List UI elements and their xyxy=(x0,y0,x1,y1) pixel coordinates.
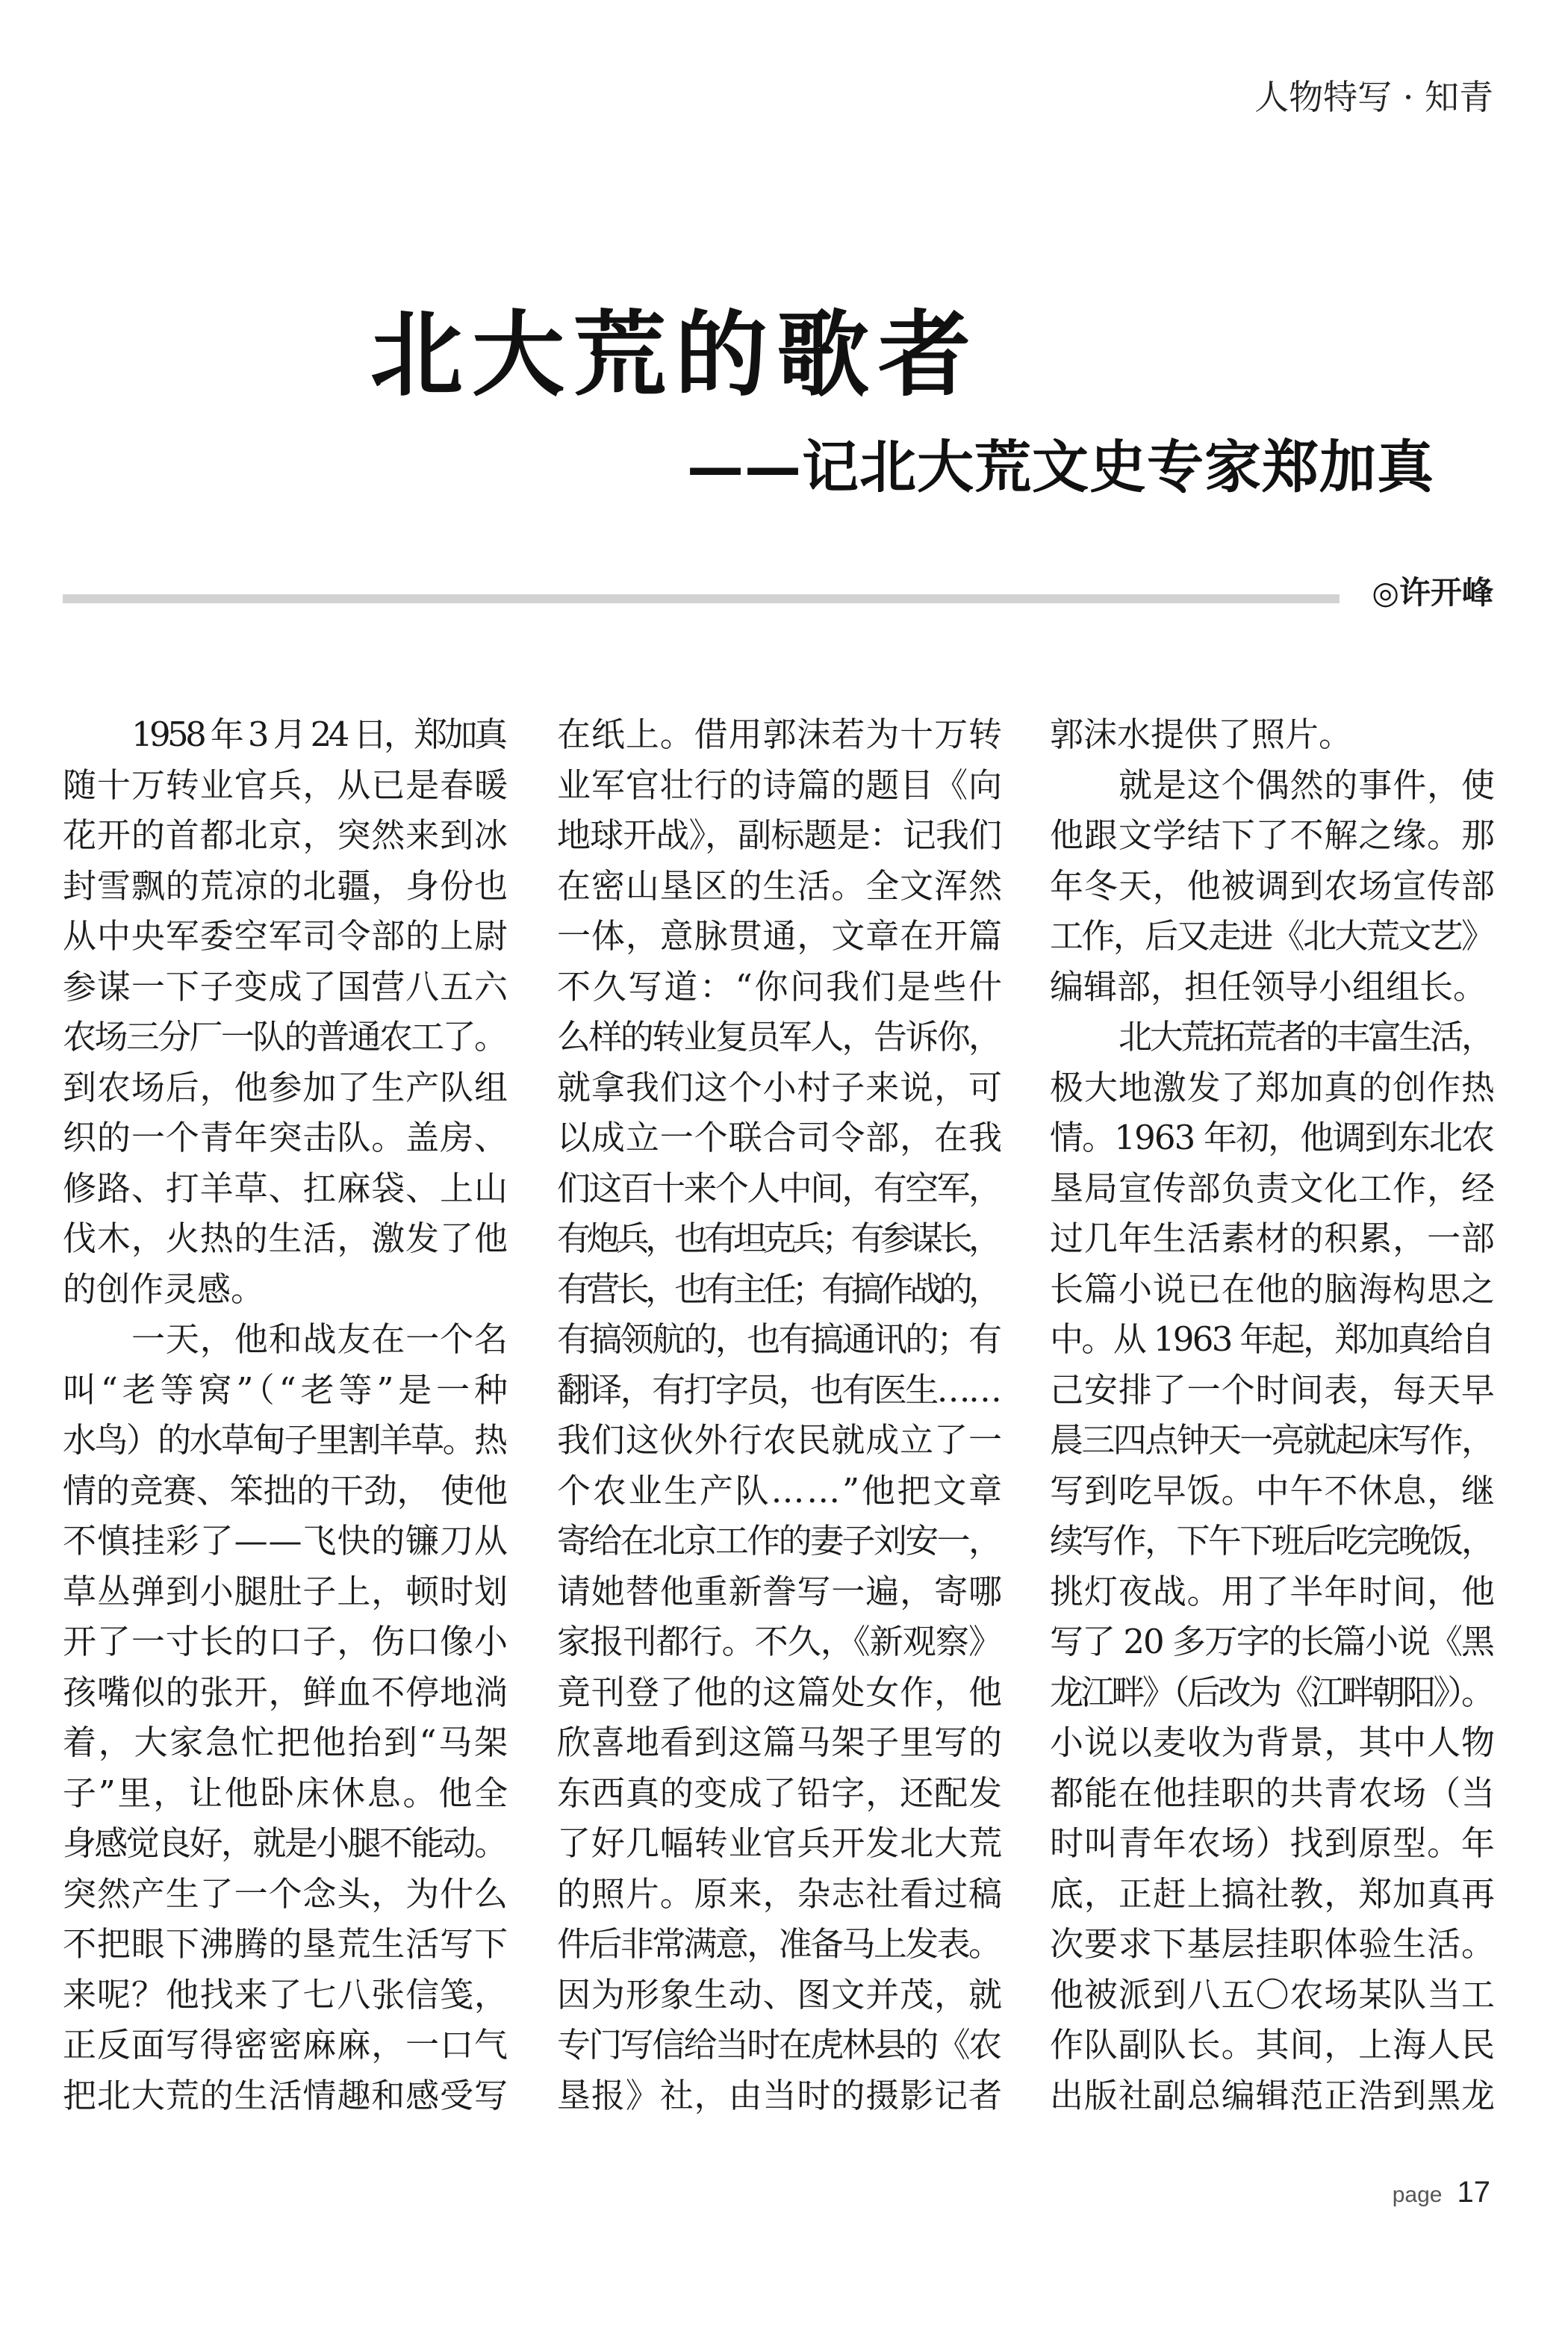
text-line xyxy=(557,760,1002,811)
text-line xyxy=(1050,861,1495,912)
line-text: 以成立一个联合司令部，在我 xyxy=(557,1118,1003,1157)
line-text: 就拿我们这个小村子来说，可 xyxy=(557,1067,1003,1107)
text-line xyxy=(557,2020,1002,2071)
line-text: 参谋一下子变成了国营八五六 xyxy=(63,966,508,1007)
line-text: 家报刊都行。不久，《新观察》 xyxy=(557,1622,1002,1661)
line-text: 都能在他挂职的共青农场（当 xyxy=(1050,1773,1496,1813)
line-text: 个农业生产队……”他把文章 xyxy=(557,1470,1004,1511)
line-text: 写了 20 多万字的长篇小说《黑 xyxy=(1050,1622,1494,1661)
text-line xyxy=(557,709,1002,760)
text-line xyxy=(557,2071,1002,2121)
text-line xyxy=(557,911,1002,962)
text-line xyxy=(557,1466,1002,1516)
text-line xyxy=(557,1012,1002,1063)
text-line xyxy=(63,1919,508,1970)
text-line xyxy=(1050,1617,1495,1667)
line-text: 工作，后又走进《北大荒文艺》 xyxy=(1050,916,1493,956)
line-text: 农场三分厂一队的普通农工了。 xyxy=(63,1017,506,1057)
text-line xyxy=(63,2071,508,2121)
text-line xyxy=(557,1063,1002,1113)
line-text: 花开的首都北京，突然来到冰 xyxy=(63,815,508,855)
line-text: 写到吃早饭。中午不休息，继 xyxy=(1050,1470,1496,1511)
text-line xyxy=(557,1667,1002,1718)
line-text: 的照片。原来，杂志社看过稿 xyxy=(557,1873,1003,1914)
text-line xyxy=(63,1113,508,1163)
line-text: 时叫青年农场）找到原型。年 xyxy=(1050,1823,1496,1863)
text-line xyxy=(1050,1667,1495,1718)
text-line xyxy=(1050,1516,1495,1567)
text-line xyxy=(557,1818,1002,1869)
line-text: 不慎挂彩了——飞快的镰刀从 xyxy=(63,1521,508,1561)
text-line xyxy=(557,1213,1002,1264)
line-text: 垦报》社，由当时的摄影记者 xyxy=(557,2075,1003,2115)
line-text: 在纸上。借用郭沫若为十万转 xyxy=(557,715,1003,754)
line-text: 续写作，下午下班后吃完晚饭， xyxy=(1050,1521,1493,1561)
line-text: 修路、打羊草、扛麻袋、上山 xyxy=(63,1168,508,1208)
text-line xyxy=(63,1970,508,2020)
line-text: 身感觉良好，就是小腿不能动。 xyxy=(63,1823,506,1863)
line-text: 们这百十来个人中间，有空军， xyxy=(557,1168,1001,1208)
line-text: 地球开战》，副标题是：记我们 xyxy=(557,815,1002,855)
text-line xyxy=(1050,709,1495,760)
line-text: 晨三四点钟天一亮就起床写作， xyxy=(1050,1420,1493,1460)
body-column-2 xyxy=(557,709,1002,2121)
text-line xyxy=(63,1063,508,1113)
text-line xyxy=(557,1415,1002,1466)
line-text: 长篇小说已在他的脑海构思之 xyxy=(1050,1269,1496,1309)
page-number: 17 xyxy=(1457,2176,1490,2209)
page-label: page xyxy=(1392,2183,1443,2207)
line-text: 翻译，有打字员，也有医生…… xyxy=(557,1369,1001,1410)
text-line xyxy=(557,861,1002,912)
line-text: 封雪飘的荒凉的北疆，身份也 xyxy=(63,865,508,906)
text-line xyxy=(63,760,508,811)
line-text: 挑灯夜战。用了半年时间，他 xyxy=(1050,1571,1496,1611)
text-line xyxy=(63,1617,508,1667)
line-text: 编辑部，担任领导小组组长。 xyxy=(1050,966,1487,1007)
text-line xyxy=(63,911,508,962)
text-line xyxy=(1050,1768,1495,1819)
line-text: 郭沫水提供了照片。 xyxy=(1050,715,1353,754)
text-line xyxy=(63,1163,508,1214)
text-line xyxy=(557,1365,1002,1416)
text-line xyxy=(557,1768,1002,1819)
line-text: 业军官壮行的诗篇的题目《向 xyxy=(557,765,1003,805)
text-line xyxy=(557,1869,1002,1920)
line-text: 开了一寸长的口子，伤口像小 xyxy=(63,1622,508,1661)
line-text: 正反面写得密密麻麻，一口气 xyxy=(63,2025,508,2065)
text-line xyxy=(1050,1264,1495,1315)
text-line xyxy=(557,1113,1002,1163)
line-text: 他跟文学结下了不解之缘。那 xyxy=(1050,815,1496,855)
line-text: 请她替他重新誊写一遍，寄哪 xyxy=(557,1571,1003,1611)
line-text: 中。从 1963 年起，郑加真给自 xyxy=(1050,1319,1493,1359)
line-text: 欣喜地看到这篇马架子里写的 xyxy=(557,1723,1003,1762)
line-text: 专门写信给当时在虎林县的《农 xyxy=(557,2025,1001,2065)
text-line xyxy=(557,810,1002,861)
line-text: 子”里，让他卧床休息。他全 xyxy=(63,1773,510,1813)
body-column-1 xyxy=(63,709,512,2121)
text-line xyxy=(557,1567,1002,1617)
line-text: 我们这伙外行农民就成立了一 xyxy=(557,1420,1003,1460)
text-line xyxy=(557,1516,1002,1567)
line-text: 出版社副总编辑范正浩到黑龙 xyxy=(1050,2075,1496,2115)
line-text: 么样的转业复员军人，告诉你， xyxy=(557,1017,1001,1057)
text-line xyxy=(1050,911,1495,962)
text-line xyxy=(1050,1365,1495,1416)
line-text: 有炮兵，也有坦克兵；有参谋长， xyxy=(557,1219,998,1258)
line-text: 的创作灵感。 xyxy=(63,1269,265,1309)
text-line xyxy=(63,1466,508,1516)
text-line xyxy=(1050,1717,1495,1768)
text-line xyxy=(1050,1314,1495,1365)
text-line xyxy=(63,962,508,1012)
line-text: 次要求下基层挂职体验生活。 xyxy=(1050,1924,1496,1964)
text-line xyxy=(557,1919,1002,1970)
line-text: 东西真的变成了铅字，还配发 xyxy=(557,1773,1003,1813)
text-line xyxy=(557,1264,1002,1315)
text-line xyxy=(1050,962,1495,1012)
text-line xyxy=(1050,1567,1495,1617)
text-line xyxy=(63,709,508,760)
line-text: 突然产生了一个念头，为什么 xyxy=(63,1873,508,1914)
line-text: 到农场后，他参加了生产队组 xyxy=(63,1067,508,1107)
text-line xyxy=(557,1717,1002,1768)
line-text: 水鸟）的水草甸子里割羊草。热 xyxy=(63,1420,506,1460)
line-text: 一体，意脉贯通，文章在开篇 xyxy=(557,916,1003,956)
line-text: 了好几幅转业官兵开发北大荒 xyxy=(557,1823,1003,1863)
line-text: 垦局宣传部负责文化工作，经 xyxy=(1050,1168,1496,1208)
line-text: 有营长，也有主任；有搞作战的， xyxy=(557,1269,998,1309)
article-subtitle: ——记北大荒文史专家郑加真 xyxy=(687,434,1434,500)
text-line xyxy=(63,1012,508,1063)
line-text: 底，正赶上搞社教，郑加真再 xyxy=(1050,1873,1496,1914)
line-text: 己安排了一个时间表，每天早 xyxy=(1050,1369,1496,1410)
text-line xyxy=(1050,810,1495,861)
text-line xyxy=(63,1818,508,1869)
line-text: 北大荒拓荒者的丰富生活， xyxy=(1119,1017,1493,1057)
line-text: 不久写道：“你问我们是些什 xyxy=(557,966,1004,1007)
line-text: 随十万转业官兵，从已是春暖 xyxy=(63,765,508,805)
line-text: 草丛弹到小腿肚子上，顿时划 xyxy=(63,1571,508,1611)
text-line xyxy=(63,1567,508,1617)
text-line xyxy=(1050,1970,1495,2020)
text-line xyxy=(557,962,1002,1012)
text-line xyxy=(63,1717,508,1768)
text-line xyxy=(63,1314,508,1365)
line-text: 把北大荒的生活情趣和感受写 xyxy=(63,2075,508,2115)
text-line xyxy=(63,1768,508,1819)
line-text: 从中央军委空军司令部的上尉 xyxy=(63,916,508,956)
line-text: 作队副队长。其间，上海人民 xyxy=(1050,2025,1496,2065)
text-line xyxy=(63,1415,508,1466)
title-divider xyxy=(63,594,1340,603)
line-text: 来呢？他找来了七八张信笺， xyxy=(63,1974,508,2015)
article-title: 北大荒的歌者 xyxy=(370,302,980,409)
text-line xyxy=(1050,1063,1495,1113)
line-text: 一天，他和战友在一个名 xyxy=(131,1319,508,1359)
text-line xyxy=(557,1970,1002,2020)
text-line xyxy=(1050,1869,1495,1920)
line-text: 有搞领航的，也有搞通讯的；有 xyxy=(557,1319,1001,1359)
text-line xyxy=(63,1667,508,1718)
text-line xyxy=(1050,1163,1495,1214)
section-header: 人物特写 · 知青 xyxy=(1254,77,1493,117)
text-line xyxy=(1050,1113,1495,1163)
line-text: 年冬天，他被调到农场宣传部 xyxy=(1050,865,1496,906)
text-line xyxy=(1050,1919,1495,1970)
line-text: 就是这个偶然的事件，使 xyxy=(1119,765,1496,805)
text-line xyxy=(557,1314,1002,1365)
line-text: 寄给在北京工作的妻子刘安一， xyxy=(557,1521,1001,1561)
text-line xyxy=(63,1264,508,1315)
line-text: 过几年生活素材的积累，一部 xyxy=(1050,1219,1496,1258)
line-text: 不把眼下沸腾的垦荒生活写下 xyxy=(63,1924,508,1964)
line-text: 龙江畔》（后改为《江畔朝阳》）。 xyxy=(1050,1672,1493,1712)
text-line xyxy=(557,1617,1002,1667)
text-line xyxy=(1050,2020,1495,2071)
line-text: 叫“老等窝”（“老等”是一种 xyxy=(63,1369,512,1410)
line-text: 伐木，火热的生活，激发了他 xyxy=(63,1219,508,1258)
line-text: 极大地激发了郑加真的创作热 xyxy=(1050,1067,1496,1107)
line-text: 竟刊登了他的这篇处女作，他 xyxy=(557,1672,1003,1712)
text-line xyxy=(1050,1213,1495,1264)
line-text: 着，大家急忙把他抬到“马架 xyxy=(63,1723,510,1762)
text-line xyxy=(63,1516,508,1567)
text-line xyxy=(63,1365,512,1416)
text-line xyxy=(1050,1415,1495,1466)
line-text: 在密山垦区的生活。全文浑然 xyxy=(557,865,1003,906)
text-line xyxy=(63,861,508,912)
author-byline: ◎许开峰 xyxy=(1372,574,1493,611)
text-line xyxy=(1050,1818,1495,1869)
text-line xyxy=(63,2020,508,2071)
line-text: 件后非常满意，准备马上发表。 xyxy=(557,1924,1001,1964)
text-line xyxy=(63,810,508,861)
line-text: 1958 年 3 月 24 日，郑加真 xyxy=(131,715,505,754)
text-line xyxy=(1050,1466,1495,1516)
text-line xyxy=(1050,2071,1495,2121)
text-line xyxy=(1050,760,1495,811)
page-footer xyxy=(1393,2173,1490,2218)
body-column-3 xyxy=(1050,709,1495,2121)
line-text: 织的一个青年突击队。盖房、 xyxy=(63,1118,508,1157)
text-line xyxy=(557,1163,1002,1214)
line-text: 孩嘴似的张开，鲜血不停地淌 xyxy=(63,1672,508,1712)
line-text: 小说以麦收为背景，其中人物 xyxy=(1050,1723,1496,1762)
line-text: 情的竞赛、笨拙的干劲， 使他 xyxy=(63,1470,508,1511)
text-line xyxy=(1050,1012,1495,1063)
text-line xyxy=(63,1213,508,1264)
line-text: 他被派到八五〇农场某队当工 xyxy=(1050,1974,1496,2015)
line-text: 因为形象生动、图文并茂，就 xyxy=(557,1974,1003,2015)
line-text: 情。1963 年初，他调到东北农 xyxy=(1050,1118,1494,1157)
text-line xyxy=(63,1869,508,1920)
